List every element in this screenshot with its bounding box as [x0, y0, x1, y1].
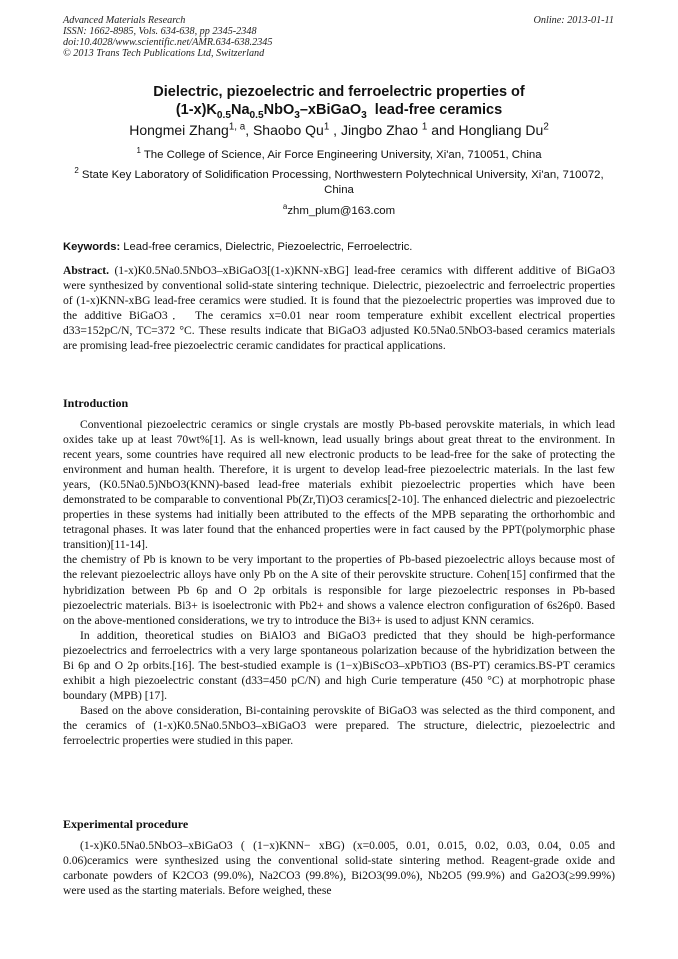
abstract-text: (1-x)K0.5Na0.5NbO3–xBiGaO3[(1-x)KNN-xBG] lead-free ceramics with different additive of BiGaO3 were synthesized by conventional solid-state sintering technique. Dielectric, piezoelectric and ferroelectric properties of (1-x)KNN-xBG lead-free ceramics were studied. It is found that the piezoelectric properties was improved due to the additive BiGaO3． The ceramics x=0.01 near room temperature exhibit excellent electrical properties d33=152pC/N, TC=372 °C. These results indicate that BiGaO3 adjusted K0.5Na0.5NbO3-based ceramics materials are promising lead-free piezoelectric ceramic candidates for practical applications. [63, 264, 615, 353]
journal-name: Advanced Materials Research [63, 15, 186, 26]
experimental-body [63, 838, 615, 898]
affiliation-1: $^1$ The College of Science, Air Force Engineering University, Xi'an, 710051, China [136, 146, 542, 161]
author-email: $^a$zhm_plum@163.com [282, 202, 396, 217]
intro-paragraph-3: In addition, theoretical studies on BiAlO3 and BiGaO3 predicted that they should be high-performance piezoelectrics and ferroelectrics with a very large spontaneous polarization because of the hybridization between the Bi 6p and O 2p orbits.[16]. The best-studied example is (1−x)BiScO3–xPbTiO3 (BS-PT) ceramics.BS-PT ceramics exhibit a high piezoelectric constant (d33=450 pC/N) and high Curie temperature (450 °C) at morphotropic phase boundary (MPB) [17]. [63, 628, 615, 702]
paper-title [40, 83, 638, 119]
journal-header [63, 15, 272, 59]
title-line-2: $(1-x)K_{0.5}Na_{0.5}NbO_3-xBiGaO_3$ lead-free ceramics [175, 102, 503, 121]
online-date: Online: 2013-01-11 [533, 15, 614, 26]
doi: doi:10.4028/www.scientific.net/AMR.634-638.2345 [63, 37, 273, 48]
experimental-paragraph-1: (1-x)K0.5Na0.5NbO3–xBiGaO3 ( (1−x)KNN− xBG) (x=0.005, 0.01, 0.015, 0.02, 0.03, 0.04, 0.05 and 0.06)ceramics were synthesized using the conventional solid-state sintering method. Reagent-grade oxide and carbonate powders of K2CO3 (99.0%), Na2CO3 (99.8%), Bi2O3(99.0%), Nb2O5 (99.9%) and Ga2O3(≥99.99%) were used as the starting materials. Before weighed, these [63, 839, 615, 898]
author-list: Hongmei Zhang$^{1, a}$, Shaobo Qu$^1$ , Jingbo Zhao $^1$ and Hongliang Du$^2$ [129, 121, 549, 138]
copyright: © 2013 Trans Tech Publications Ltd, Switzerland [63, 48, 265, 59]
affiliation-2: $^2$ State Key Laboratory of Solidification Processing, Northwestern Polytechnical University, Xi'an, 710072, China [74, 166, 604, 196]
issn: ISSN: 1662-8985, Vols. 634-638, pp 2345-2348 [63, 26, 257, 37]
introduction-body [63, 417, 615, 748]
abstract-label: Abstract. [63, 264, 110, 277]
section-heading-experimental: Experimental procedure [63, 817, 189, 831]
keywords: Keywords: Lead-free ceramics, Dielectric, Piezoelectric, Ferroelectric. [63, 241, 413, 253]
section-heading-introduction: Introduction [63, 396, 129, 410]
keywords-label: Keywords: [63, 241, 121, 253]
title-line-1: Dielectric, piezoelectric and ferroelectric properties of [153, 84, 525, 100]
intro-paragraph-4: Based on the above consideration, Bi-containing perovskite of BiGaO3 was selected as the third component, and the ceramics of (1-x)K0.5Na0.5NbO3–xBiGaO3 were prepared. The structure, dielectric, piezoelectric and ferroelectric properties were studied in this paper. [63, 703, 615, 747]
abstract [63, 263, 615, 353]
intro-paragraph-1: Conventional piezoelectric ceramics or single crystals are mostly Pb-based perovskite materials, in which lead oxides take up at least 70wt%[1]. As is well-known, lead usually brings about great threat to the environment. In recent years, some countries have required all new electronic products to be lead-free for the sake of protecting the environment and human health. Therefore, it is urgent to develop lead-free piezoelectric materials. In the last few years, (K0.5Na0.5)NbO3(KNN)-based lead-free materials exhibit piezoelectric properties which have been demonstrated to be comparable to conventional Pb(Zr,Ti)O3 ceramics[2-10]. The enhanced dielectric and piezoelectric properties in these systems had initially been attributed to the effects of the MPB separating the orthorhombic and tetragonal phases. It was later found that the enhanced properties were in fact caused by the PPT(polymorphic phase transition)[11-14]. [63, 418, 615, 552]
intro-paragraph-2: the chemistry of Pb is known to be very important to the properties of Pb-based piezoelectric alloys because most of the relevant piezoelectric alloys have only Pb on the A site of their perovskite structure. Cohen[15] confirmed that the hybridization between Pb 6p and O 2p orbitals is responsible for large piezoelectric responses in Pb-based piezoelectric materials. Bi3+ is isoelectronic with Pb2+ and shows a valence electron configuration of 6s26p0. Based on the above-mentioned considerations, we try to introduce the Bi3+ is used to adjust KNN ceramics. [63, 553, 615, 627]
